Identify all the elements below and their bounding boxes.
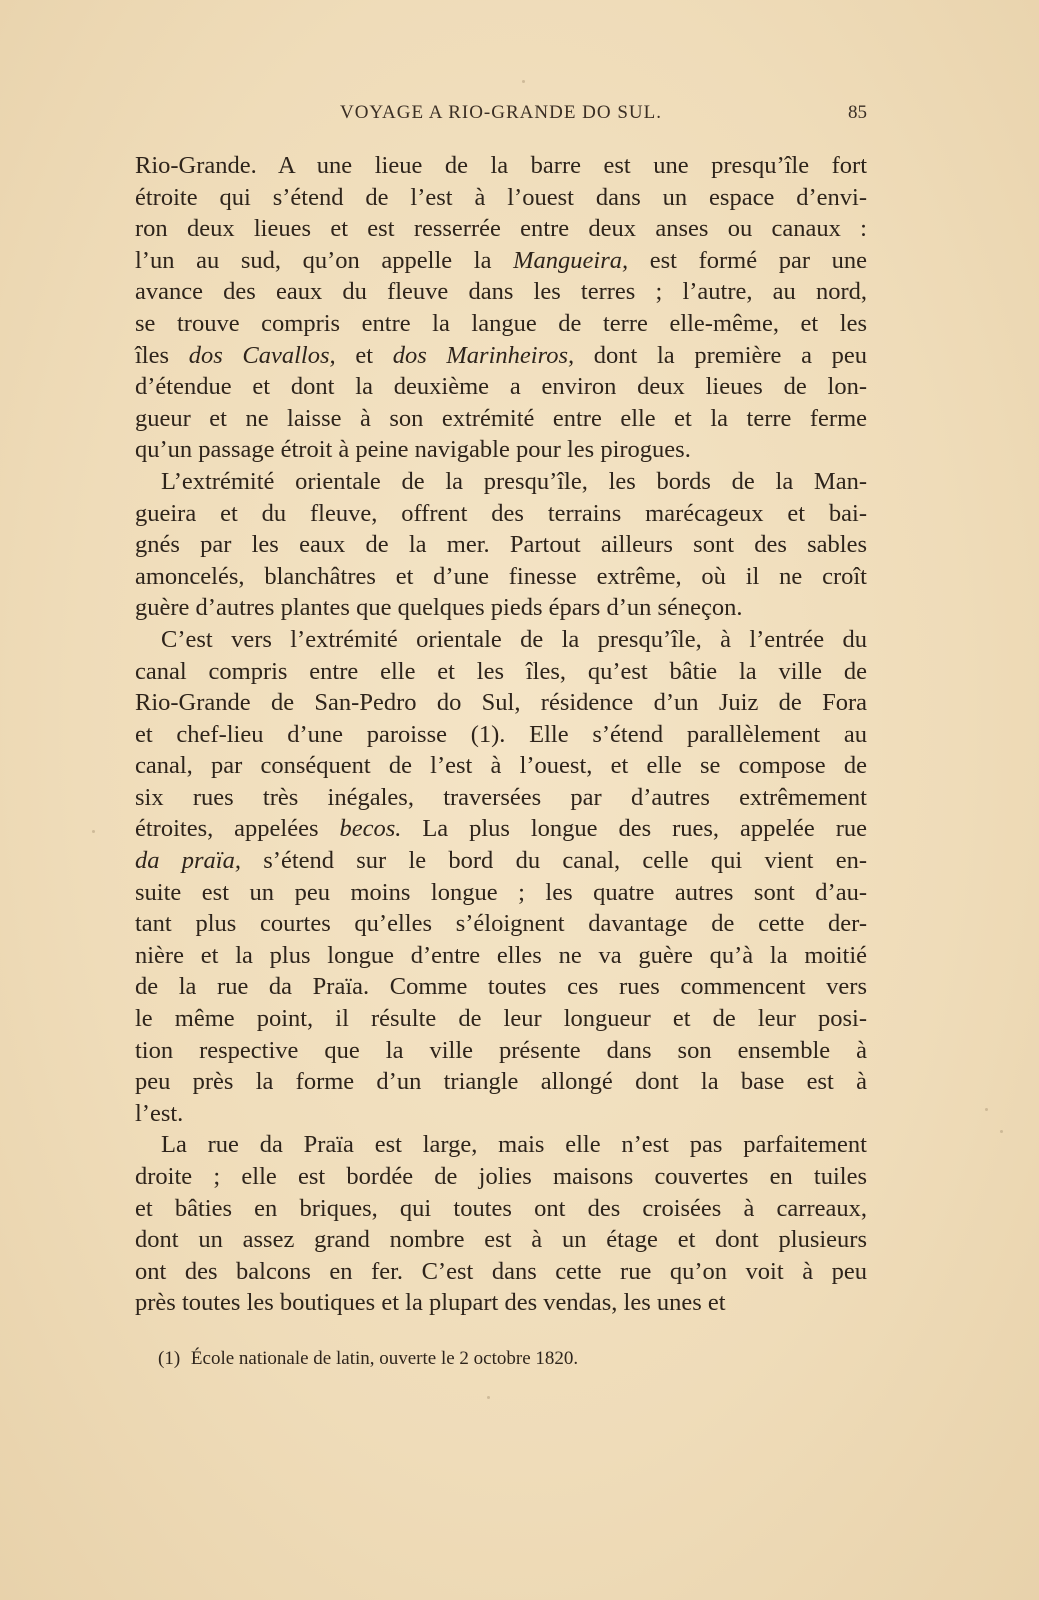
text-line [135, 403, 867, 435]
italic-text: becos. [339, 815, 402, 843]
paragraph [135, 150, 867, 466]
text-line [135, 845, 867, 877]
text-segment: six rues très inégales, traversées par d’autres extrêmement [135, 783, 867, 811]
text-segment: tion respective que la ville présente dans son ensemble à [135, 1036, 867, 1064]
text-segment: gnés par les eaux de la mer. Partout ailleurs sont des sables [135, 531, 867, 559]
page-header [135, 102, 867, 130]
italic-text: Mangueira, [513, 246, 629, 274]
text-line [135, 308, 867, 340]
text-line [135, 1224, 867, 1256]
text-segment: canal compris entre elle et les îles, qu’est bâtie la ville de [135, 657, 867, 685]
text-line [135, 498, 867, 530]
italic-text: dos Marinheiros, [392, 341, 575, 369]
text-line [135, 434, 867, 466]
paper-speck [487, 1396, 490, 1399]
text-line [135, 276, 867, 308]
paragraph [135, 1129, 867, 1319]
text-segment: dont la première a peu [574, 341, 867, 369]
text-segment: d’étendue et dont la deuxième a environ deux lieues de lon- [135, 373, 867, 401]
text-segment: étroite qui s’étend de l’est à l’ouest dans un espace d’envi- [135, 183, 867, 211]
text-segment: le même point, il résulte de leur longueur et de leur posi- [135, 1005, 867, 1033]
text-line [135, 656, 867, 688]
text-segment: ron deux lieues et est resserrée entre deux anses ou canaux : [135, 215, 867, 243]
text-segment: l’est. [135, 1099, 184, 1127]
text-segment: et [335, 341, 393, 369]
text-line [135, 1066, 867, 1098]
text-segment: se trouve compris entre la langue de terre elle-même, et les [135, 309, 867, 337]
text-line [135, 624, 867, 656]
text-segment: amoncelés, blanchâtres et d’une finesse extrême, où il ne croît [135, 562, 867, 590]
text-segment: l’un au sud, qu’on appelle la [135, 246, 514, 274]
text-segment: La plus longue des rues, appelée rue [401, 815, 867, 843]
text-segment: îles [135, 341, 189, 369]
text-line [135, 877, 867, 909]
text-line [135, 213, 867, 245]
body-text [135, 150, 867, 1319]
text-segment: et bâties en briques, qui toutes ont des croisées à carreaux, [135, 1194, 867, 1222]
running-title: VOYAGE A RIO-GRANDE DO SUL. [339, 102, 663, 123]
text-segment: canal, par conséquent de l’est à l’ouest, et elle se compose de [135, 752, 867, 780]
text-line [135, 371, 867, 403]
page-number: 85 [848, 102, 867, 123]
footnote-marker: (1) [158, 1348, 181, 1369]
text-line [135, 245, 867, 277]
text-segment: suite est un peu moins longue ; les quatre autres sont d’au- [135, 878, 867, 906]
text-line [135, 1287, 867, 1319]
text-line [135, 1193, 867, 1225]
text-segment: dont un assez grand nombre est à un étage et dont plusieurs [135, 1226, 867, 1254]
text-line [135, 466, 867, 498]
text-segment: La rue da Praïa est large, mais elle n’est pas parfaitement [161, 1131, 867, 1159]
paragraph [135, 466, 867, 624]
text-line [135, 1129, 867, 1161]
text-segment: ont des balcons en fer. C’est dans cette rue qu’on voit à peu [135, 1257, 867, 1285]
text-line [135, 592, 867, 624]
text-segment: C’est vers l’extrémité orientale de la presqu’île, à l’entrée du [161, 625, 867, 653]
text-line [135, 529, 867, 561]
text-segment: peu près la forme d’un triangle allongé dont la base est à [135, 1068, 867, 1096]
text-segment: droite ; elle est bordée de jolies maisons couvertes en tuiles [135, 1163, 867, 1190]
text-segment: avance des eaux du fleuve dans les terres ; l’autre, au nord, [135, 278, 867, 306]
text-segment: nière et la plus longue d’entre elles ne va guère qu’à la moitié [135, 941, 867, 969]
text-segment: est formé par une [628, 246, 867, 274]
text-line [135, 750, 867, 782]
text-line [135, 940, 867, 972]
text-segment: tant plus courtes qu’elles s’éloignent davantage de cette der- [135, 910, 867, 938]
text-segment: L’extrémité orientale de la presqu’île, les bords de la Man- [161, 467, 867, 495]
text-segment: de la rue da Praïa. Comme toutes ces rues commencent vers [135, 973, 867, 1001]
paper-speck [92, 830, 95, 833]
text-segment: s’étend sur le bord du canal, celle qui vient en- [240, 847, 867, 875]
text-line [135, 813, 867, 845]
text-line [135, 340, 867, 372]
paragraph [135, 624, 867, 1130]
text-segment: gueur et ne laisse à son extrémité entre elle et la terre ferme [135, 404, 867, 432]
text-line [135, 971, 867, 1003]
text-segment: près toutes les boutiques et la plupart des vendas, les unes et [135, 1289, 726, 1317]
text-line [135, 1098, 867, 1130]
text-segment: guère d’autres plantes que quelques pieds épars d’un séneçon. [135, 594, 743, 622]
text-line [135, 150, 867, 182]
italic-text: dos Cavallos, [188, 341, 336, 369]
text-line [135, 908, 867, 940]
footnote-text: École nationale de latin, ouverte le 2 octobre 1820. [190, 1348, 579, 1369]
text-line [135, 719, 867, 751]
text-line [135, 1256, 867, 1288]
text-segment: et chef-lieu d’une paroisse (1). Elle s’étend parallèlement au [135, 720, 867, 748]
text-segment: étroites, appelées [135, 815, 340, 843]
text-segment: Rio-Grande de San-Pedro do Sul, résidence d’un Juiz de Fora [135, 689, 867, 717]
italic-text: da praïa, [135, 847, 241, 875]
text-line [135, 1003, 867, 1035]
text-line [135, 1161, 867, 1193]
text-line [135, 687, 867, 719]
text-segment: Rio-Grande. A une lieue de la barre est une presqu’île fort [135, 152, 867, 179]
paper-speck [985, 1108, 988, 1111]
text-line [135, 561, 867, 593]
text-segment: gueira et du fleuve, offrent des terrains marécageux et bai- [135, 499, 867, 527]
text-line [135, 1035, 867, 1067]
paper-speck [522, 80, 525, 83]
text-line [135, 782, 867, 814]
text-segment: qu’un passage étroit à peine navigable pour les pirogues. [135, 436, 691, 464]
paper-speck [1000, 1130, 1003, 1133]
footnote [158, 1348, 578, 1370]
text-line [135, 182, 867, 214]
